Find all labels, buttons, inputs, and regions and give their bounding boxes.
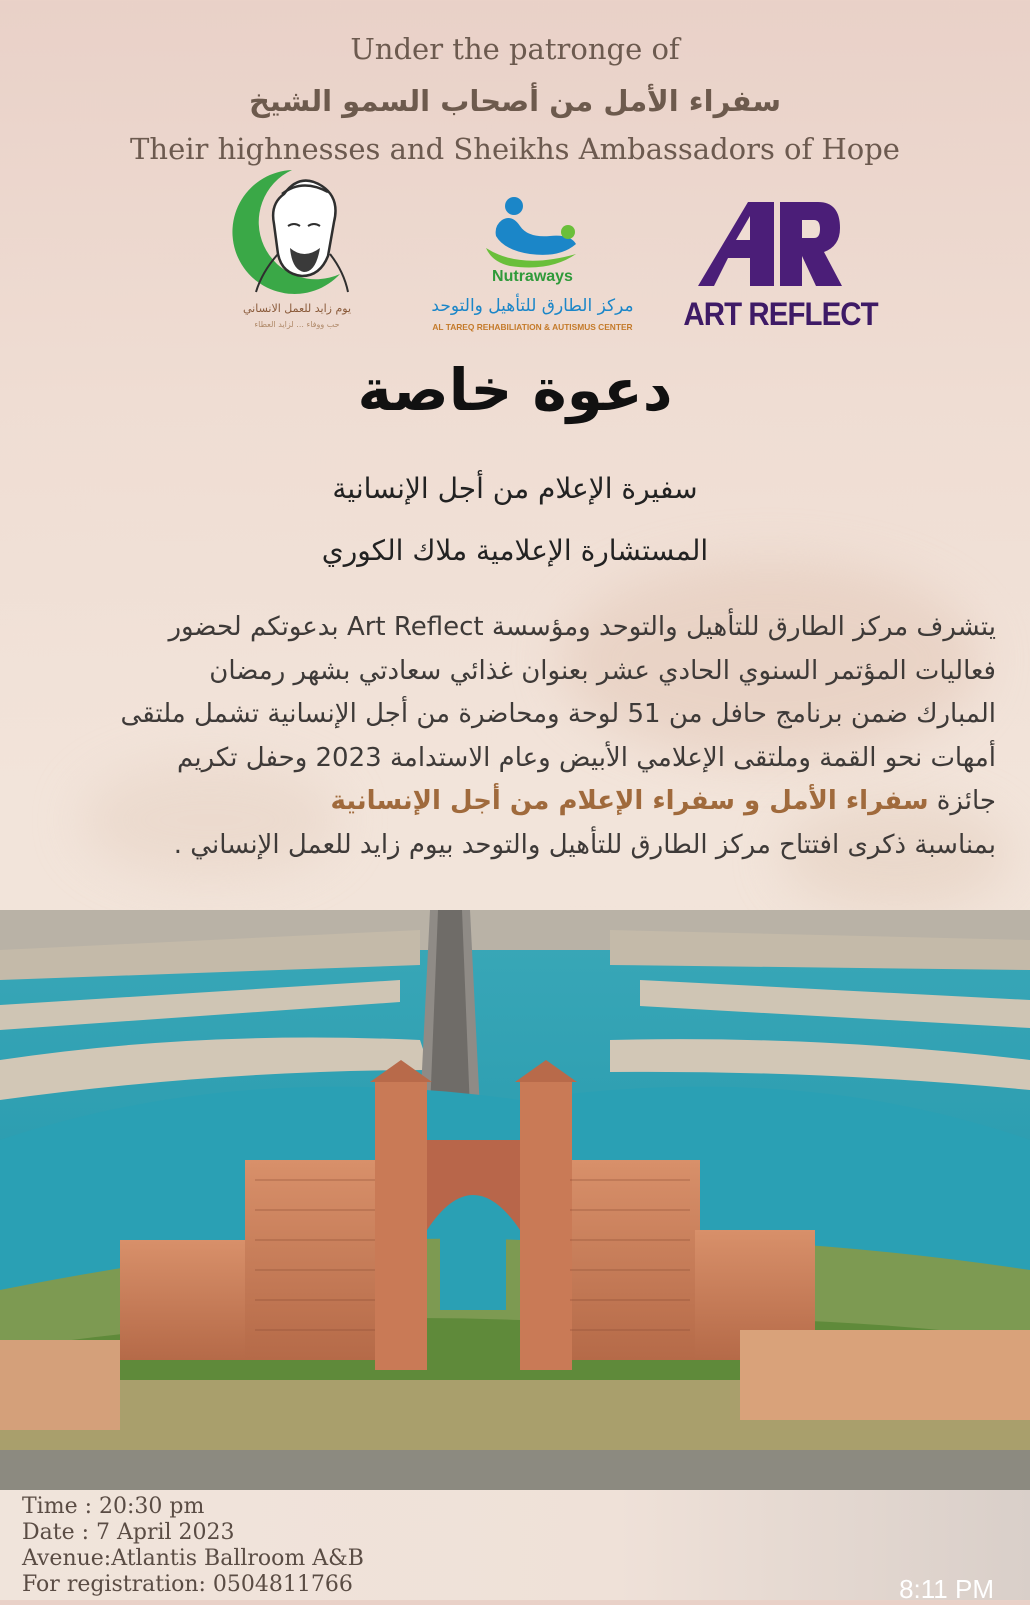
body-line	[38, 780, 996, 824]
status-bar-clock: 8:11 PM	[899, 1574, 994, 1604]
event-date: Date : 7 April 2023	[22, 1520, 235, 1545]
invitation-honoree-name: المستشارة الإعلامية ملاك الكوري	[321, 534, 709, 567]
patronage-english-line: Their highnesses and Sheikhs Ambassadors of Hope	[130, 132, 900, 166]
art-reflect-mark-icon	[676, 196, 861, 291]
zayed-humanitarian-day-logo	[222, 164, 372, 344]
invitation-body	[38, 606, 996, 867]
atlantis-palm-photo	[0, 910, 1030, 1490]
nutraways-altareq-logo	[400, 192, 665, 342]
invitation-title: دعوة خاصة	[357, 356, 673, 424]
event-registration-phone: For registration: 0504811766	[22, 1572, 353, 1597]
atlantis-hotel-illustration	[0, 910, 1030, 1490]
body-line: المبارك ضمن برنامج حافل من 51 لوحة ومحاضرة من أجل الإنسانية تشمل ملتقى	[120, 699, 996, 729]
patronage-heading: Under the patronge of	[350, 32, 680, 66]
zayed-crescent-portrait-icon	[222, 164, 372, 294]
body-line: فعاليات المؤتمر السنوي الحادي عشر بعنوان غذائي سعادتي بشهر رمضان	[209, 655, 996, 686]
award-names-highlight: سفراء الأمل و سفراء الإعلام من أجل الإنسانية	[330, 786, 929, 816]
zayed-logo-caption: يوم زايد للعمل الانساني	[242, 302, 352, 315]
invitation-honoree-title: سفيرة الإعلام من أجل الإنسانية	[332, 472, 698, 505]
event-time: Time : 20:30 pm	[22, 1494, 205, 1519]
event-details-footer	[0, 1490, 1030, 1600]
body-line: أمهات نحو القمة وملتقى الإعلامي الأبيض وعام الاستدامة 2023 وحفل تكريم	[177, 742, 996, 773]
art-reflect-name: ART REFLECT	[683, 296, 878, 332]
event-venue: Avenue:Atlantis Ballroom A&B	[22, 1546, 364, 1571]
altareq-arabic-name: مركز الطارق للتأهيل والتوحد	[431, 296, 634, 316]
body-line: بمناسبة ذكرى افتتاح مركز الطارق للتأهيل والتوحد بيوم زايد للعمل الإنساني .	[173, 829, 996, 860]
body-line: يتشرف مركز الطارق للتأهيل والتوحد ومؤسسة Art Reflect بدعوتكم لحضور	[168, 612, 996, 642]
body-award-prefix: جائزة	[936, 786, 996, 816]
nutraways-name: Nutraways	[492, 268, 573, 285]
nutraways-figure-icon	[400, 192, 665, 270]
zayed-logo-subcaption: حب ووفاء ... لزايد العطاء	[254, 320, 340, 329]
patronage-arabic-line: سفراء الأمل من أصحاب السمو الشيخ	[248, 84, 782, 118]
art-reflect-logo	[676, 196, 878, 341]
altareq-english-name: AL TAREQ REHABILIATION & AUTISMUS CENTER	[432, 322, 633, 332]
